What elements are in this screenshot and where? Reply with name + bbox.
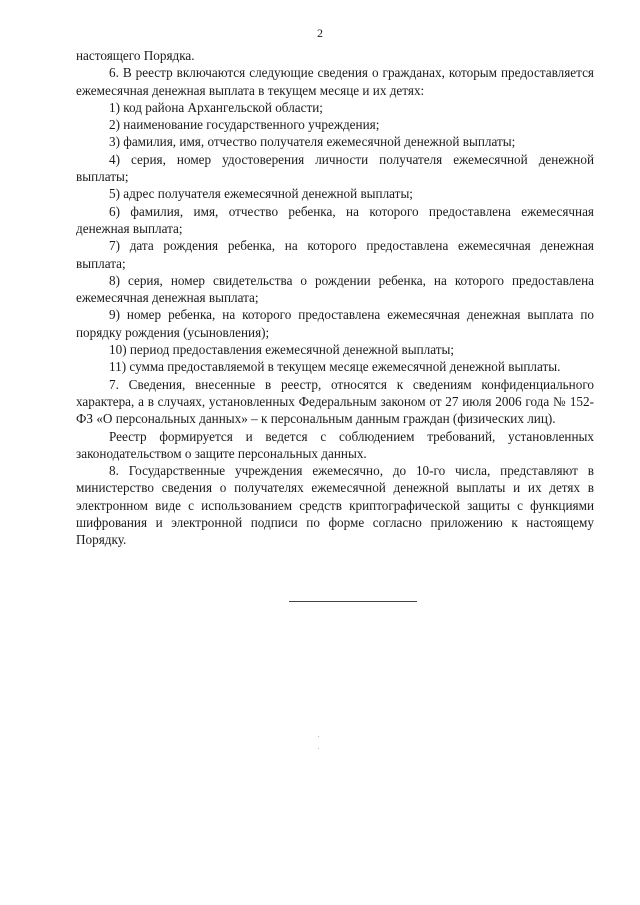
page-number: 2 — [317, 26, 323, 40]
paragraph: 7) дата рождения ребенка, на которого предоставлена ежемесячная денежная выплата; — [76, 238, 594, 271]
paragraph: 11) сумма предоставляемой в текущем месяце ежемесячной денежной выплаты. — [109, 359, 561, 375]
paragraph: 2) наименование государственного учреждения; — [109, 117, 380, 133]
paragraph: настоящего Порядка. — [76, 48, 195, 63]
paragraph: 3) фамилия, имя, отчество получателя ежемесячной денежной выплаты; — [109, 134, 516, 150]
document-body — [76, 47, 594, 549]
scan-speck — [318, 736, 319, 737]
paragraph: 10) период предоставления ежемесячной денежной выплаты; — [109, 342, 455, 358]
paragraph: 6) фамилия, имя, отчество ребенка, на которого предоставлена ежемесячная денежная выплата; — [76, 203, 594, 236]
paragraph: 8) серия, номер свидетельства о рождении ребенка, на которого предоставлена ежемесячная денежная выплата; — [76, 272, 594, 306]
paragraph: Реестр формируется и ведется с соблюдением требований, установленных законодательством о защите персональных данных. — [76, 428, 594, 461]
end-separator-line — [289, 601, 417, 602]
paragraph: 1) код района Архангельской области; — [109, 99, 323, 115]
paragraph: 7. Сведения, внесенные в реестр, относятся к сведениям конфиденциального характера, а в случаях, установленных Федеральным законом от 27 июля 2006 года № 152-ФЗ «О персональных данных» – к персональным данным граждан (физических лиц). — [76, 376, 594, 427]
paragraph: 5) адрес получателя ежемесячной денежной выплаты; — [109, 186, 413, 202]
paragraph: 4) серия, номер удостоверения личности получателя ежемесячной денежной выплаты; — [76, 151, 594, 185]
paragraph: 8. Государственные учреждения ежемесячно, до 10-го числа, представляют в министерство сведения о получателях ежемесячной денежной выплаты и их детях в электронном виде с использованием средств криптографической защиты с функциями шифрования и электронной подписи по форме согласно приложению к настоящему Порядку. — [76, 463, 594, 548]
scan-speck — [318, 748, 319, 749]
paragraph: 9) номер ребенка, на которого предоставлена ежемесячная денежная выплата по порядку рождения (усыновления); — [76, 307, 594, 340]
paragraph: 6. В реестр включаются следующие сведения о гражданах, которым предоставляется ежемесячная денежная выплата в текущем месяце и их детях: — [76, 65, 594, 98]
